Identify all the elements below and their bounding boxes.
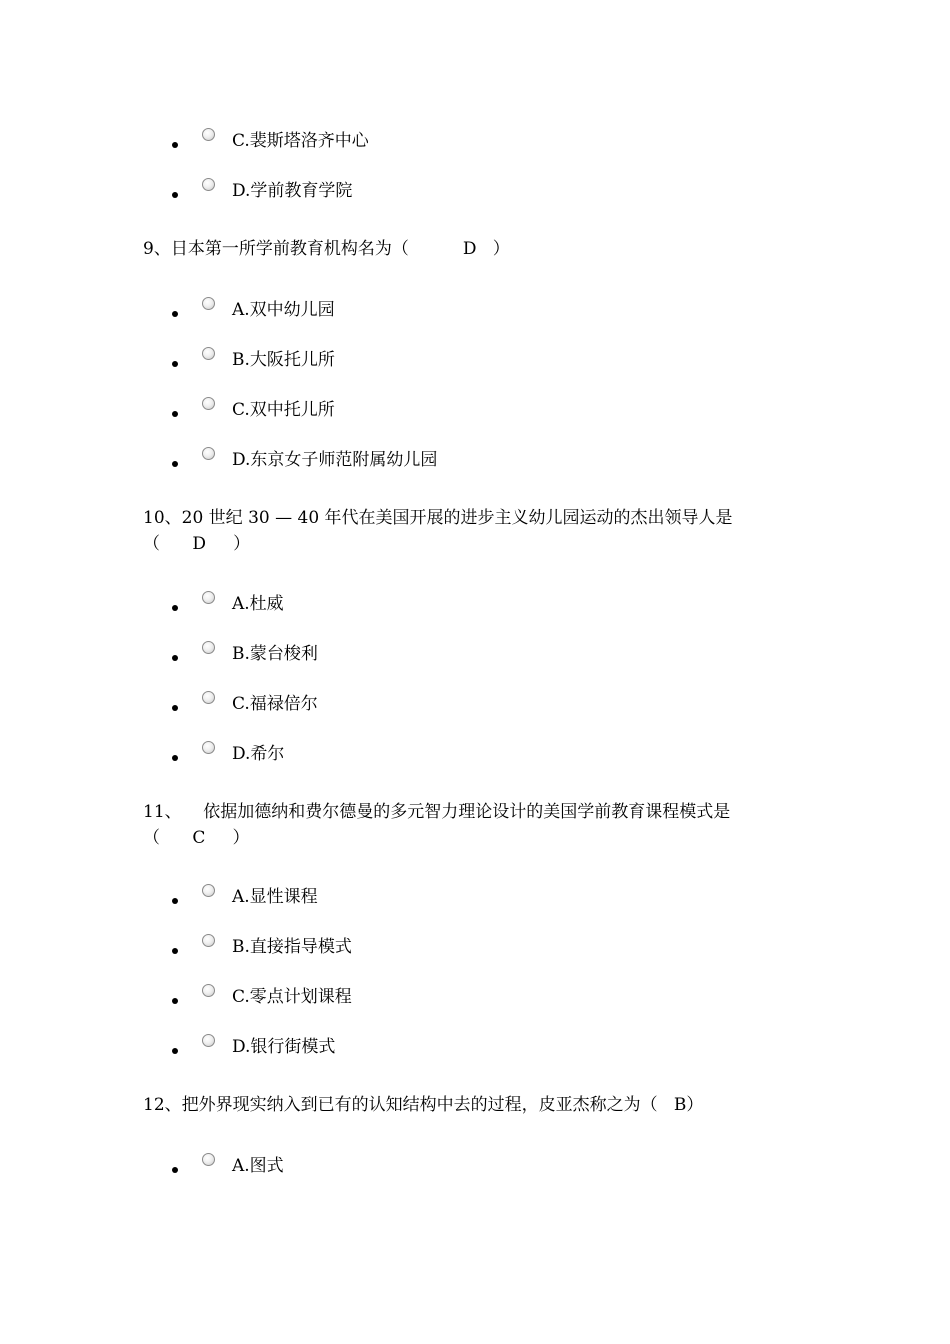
radio-button-icon[interactable]	[202, 984, 215, 997]
bullet-dot	[172, 655, 178, 661]
bullet-dot	[172, 411, 178, 417]
radio-button-icon[interactable]	[202, 297, 215, 310]
option-label: B.大阪托儿所	[232, 350, 335, 370]
radio-button-icon[interactable]	[202, 347, 215, 360]
bullet-dot	[172, 1167, 178, 1173]
question-12-stem: 12、把外界现实纳入到已有的认知结构中去的过程，皮亚杰称之为（ B）	[143, 1095, 704, 1115]
bullet-dot	[172, 361, 178, 367]
option-label: B.蒙台梭利	[232, 644, 318, 664]
option-9-b[interactable]	[170, 347, 770, 377]
bullet-dot	[172, 705, 178, 711]
option-11-b[interactable]	[170, 934, 770, 964]
option-9-d[interactable]	[170, 447, 770, 477]
question-9-stem: 9、日本第一所学前教育机构名为（ D ）	[143, 239, 510, 259]
radio-button-icon[interactable]	[202, 397, 215, 410]
option-label: D.希尔	[232, 744, 285, 764]
radio-button-icon[interactable]	[202, 128, 215, 141]
option-10-b[interactable]	[170, 641, 770, 671]
option-8-c[interactable]	[170, 128, 770, 158]
radio-button-icon[interactable]	[202, 741, 215, 754]
option-9-a[interactable]	[170, 297, 770, 327]
bullet-dot	[172, 192, 178, 198]
option-11-a[interactable]	[170, 884, 770, 914]
option-11-c[interactable]	[170, 984, 770, 1014]
bullet-dot	[172, 142, 178, 148]
radio-button-icon[interactable]	[202, 1153, 215, 1166]
option-label: C.福禄倍尔	[232, 694, 318, 714]
radio-button-icon[interactable]	[202, 591, 215, 604]
option-8-d[interactable]	[170, 178, 770, 208]
option-10-d[interactable]	[170, 741, 770, 771]
option-12-a[interactable]	[170, 1153, 770, 1183]
option-label: C.裴斯塔洛齐中心	[232, 131, 369, 151]
radio-button-icon[interactable]	[202, 1034, 215, 1047]
bullet-dot	[172, 948, 178, 954]
bullet-dot	[172, 1048, 178, 1054]
option-9-c[interactable]	[170, 397, 770, 427]
option-label: A.显性课程	[232, 887, 318, 907]
question-11-stem: 11、 依据加德纳和费尔德曼的多元智力理论设计的美国学前教育课程模式是 （ C ）	[143, 802, 731, 848]
option-label: B.直接指导模式	[232, 937, 352, 957]
radio-button-icon[interactable]	[202, 934, 215, 947]
radio-button-icon[interactable]	[202, 447, 215, 460]
bullet-dot	[172, 311, 178, 317]
option-10-a[interactable]	[170, 591, 770, 621]
bullet-dot	[172, 755, 178, 761]
radio-button-icon[interactable]	[202, 884, 215, 897]
bullet-dot	[172, 461, 178, 467]
option-label: D.银行街模式	[232, 1037, 336, 1057]
option-label: A.图式	[232, 1156, 284, 1176]
radio-button-icon[interactable]	[202, 178, 215, 191]
question-10-stem: 10、20 世纪 30 — 40 年代在美国开展的进步主义幼儿园运动的杰出领导人是 （ D ）	[143, 508, 733, 554]
option-label: D.东京女子师范附属幼儿园	[232, 450, 438, 470]
option-11-d[interactable]	[170, 1034, 770, 1064]
bullet-dot	[172, 605, 178, 611]
option-label: A.双中幼儿园	[232, 300, 335, 320]
radio-button-icon[interactable]	[202, 691, 215, 704]
option-10-c[interactable]	[170, 691, 770, 721]
option-label: C.零点计划课程	[232, 987, 352, 1007]
option-label: D.学前教育学院	[232, 181, 353, 201]
radio-button-icon[interactable]	[202, 641, 215, 654]
bullet-dot	[172, 998, 178, 1004]
bullet-dot	[172, 898, 178, 904]
option-label: C.双中托儿所	[232, 400, 335, 420]
option-label: A.杜威	[232, 594, 284, 614]
